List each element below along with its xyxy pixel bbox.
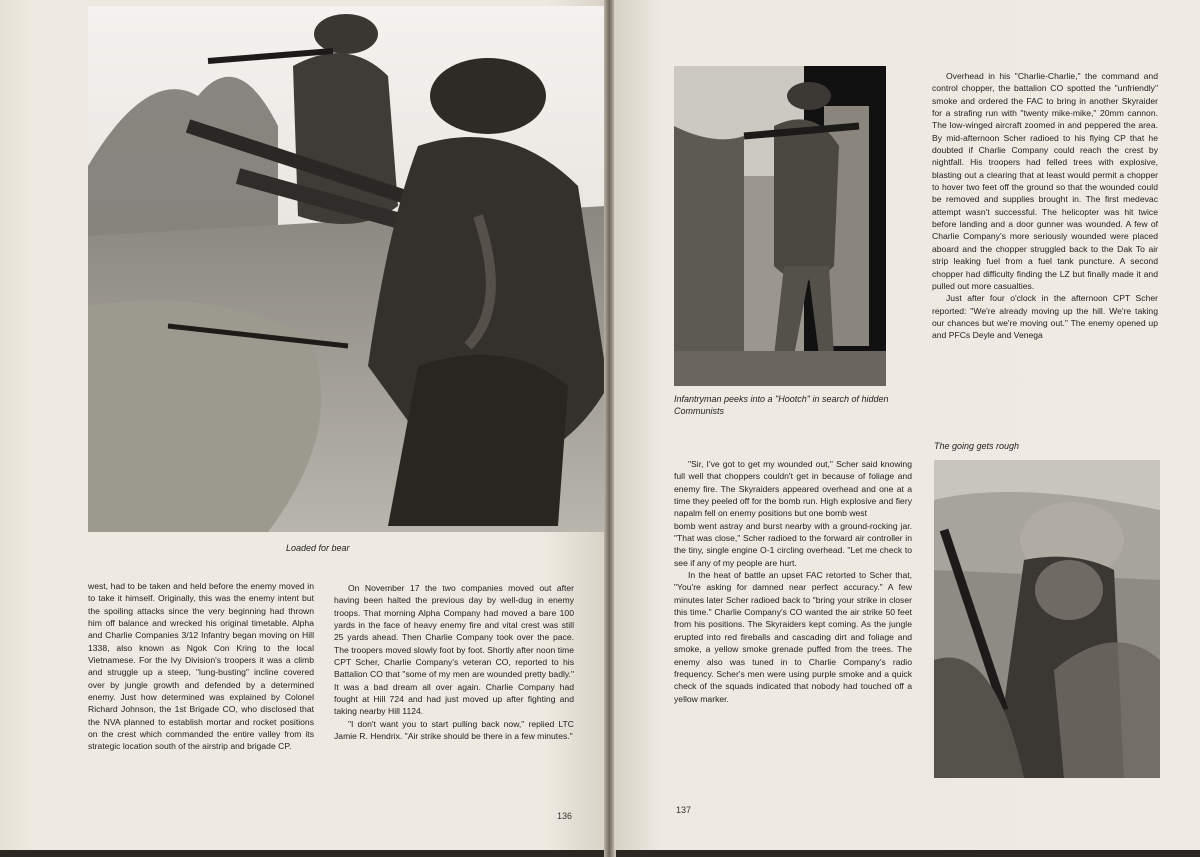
text-column-right-top — [932, 70, 1158, 342]
paragraph: bomb went astray and burst nearby with a ground-rocking jar. "That was close," Scher radioed to the forward air controller in the tiny, single engine O-1 circling overhead. "Let me check to see if any of my people are hurt. — [674, 520, 912, 568]
page-number: 137 — [676, 805, 692, 815]
paragraph: Overhead in his "Charlie-Charlie," the command and control chopper, the battalion CO spotted the "unfriendly" smoke and ordered the FAC to bring in another Skyraider for a strafing run with "twenty mike-mike," 20mm cannon. The low-winged aircraft zoomed in and peppered the area. By mid-afternoon Scher radioed to his flying CP that he doubted if Charlie Company could reach the crest by nightfall. His troopers had felled trees with explosive, blasting out a clearing that at least would permit a chopper to hover two feet off the ground so that the wounded could be removed and supplies brought in. The first medevac attempt wasn't successful. The helicopter was hit twice before landing and a door gunner was wounded. A few of Charlie Company's more seriously wounded were placed aboard and the chopper struggled back to the Dak To air strip leaking fuel from a fuel tank puncture. A second chopper had difficulty finding the LZ but finally made it and pulled out more casualties. — [932, 71, 1158, 291]
right-page — [614, 0, 1200, 850]
text-column-right-bottom — [674, 458, 912, 705]
paragraph: In the heat of battle an upset FAC retorted to Scher that, "You're asking for damned near perfect accuracy." A few minutes later Scher radioed back to "bring your strike in closer this time." Charlie Company's CO wanted the air strike 50 feet from his positions. The Skyraiders kept coming. As the jungle erupted into red fireballs and cascading dirt and foliage and smoke, a yellow smoke grenade puffed from the trees. The enemy also was tuned in to Charlie Company's radio frequency. Scher's men were using purple smoke and a quick check of the squads indicated that nobody had touched off a yellow marker. — [674, 570, 912, 704]
paragraph: Just after four o'clock in the afternoon CPT Scher reported: "We're already moving up the hill. We're taking our chances but we're moving out." The enemy opened up and PFCs Deyle and Venega — [932, 293, 1158, 341]
paragraph: On November 17 the two companies moved out after having been halted the previous day by well-dug in enemy troops. That morning Alpha Company had moved a bare 100 yards in the face of heavy enemy fire and vital crest was still 25 yards ahead. Then Charlie Company took over the pace. The troopers moved slowly foot by foot. Shortly after noon time CPT Scher, Charlie Company's veteran CO, reported to his Battalion CO that "some of my men are wounded pretty badly." It was a bad dream all over again. Charlie Company had fought at Hill 724 and had just moved up after fighting and taking nearby Hill 1124. — [334, 583, 574, 717]
photo-infantryman-hootch — [674, 66, 886, 386]
paragraph: "I don't want you to start pulling back now," replied LTC Jamie R. Hendrix. "Air strike should be there in a few minutes." — [334, 718, 574, 742]
paragraph: west, had to be taken and held before the enemy moved in to take it himself. Originally, this was the enemy intent but the spoiling attacks since the very beginning had thrown him off balance and wrecked his original timetable. Alpha and Charlie Companies 3/12 Infantry began moving on Hill 1338, also known as Ngok Con Kring to the local Vietnamese. For the Ivy Division's troopers it was a climb and struggle up a steep, "lung-busting" incline covered over by jungle growth and defended by a determined enemy. Just how determined was explained by Colonel Richard Johnson, the 1st Brigade CO, who disclosed that the NVA planned to establish mortar and rocket positions on the crest which commanded the entire valley from its strategic location south of the airstrip and brigade CP. — [88, 581, 314, 752]
photo-caption: Infantryman peeks into a "Hootch" in search of hidden Communists — [674, 394, 889, 416]
photo-soldier-in-foliage — [934, 460, 1160, 778]
paragraph: "Sir, I've got to get my wounded out," Scher said knowing full well that choppers couldn't get in because of foliage and enemy fire. The Skyraiders appeared overhead and one at a time they peeled off for the bomb run. High explosive and fiery napalm fell on enemy positions but one bomb west — [674, 459, 912, 519]
photo-caption: The going gets rough — [934, 441, 1020, 451]
text-column-left-2 — [334, 582, 574, 742]
page-number: 136 — [557, 811, 573, 821]
photo-caption: Loaded for bear — [286, 543, 350, 553]
photo-soldiers-with-rifles — [88, 6, 606, 532]
text-column-left-1 — [88, 580, 314, 753]
